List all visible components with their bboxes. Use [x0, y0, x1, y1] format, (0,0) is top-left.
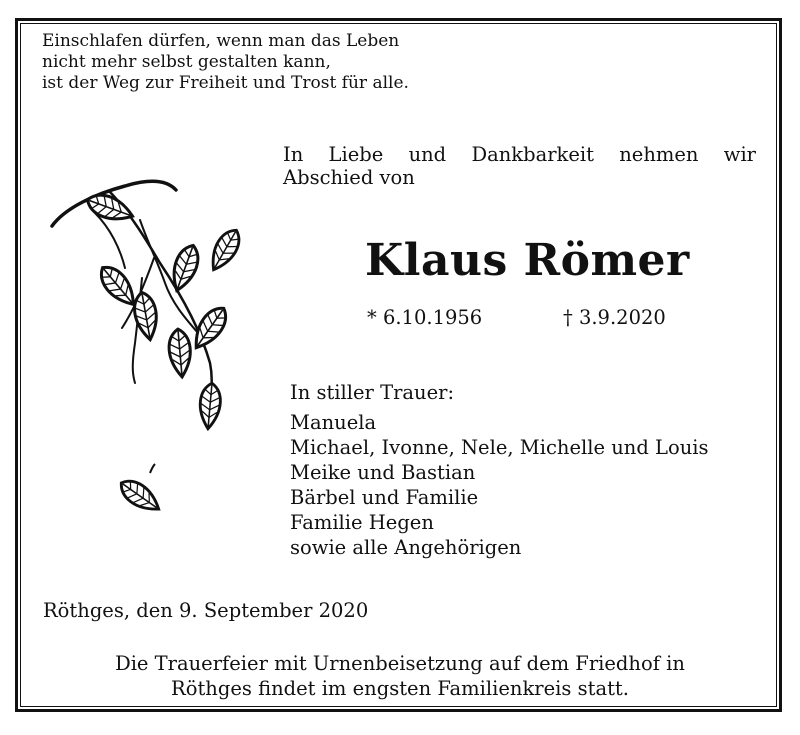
mourner-item: Michael, Ivonne, Nele, Michelle und Louis	[290, 436, 709, 459]
leaf-shapes	[84, 190, 245, 517]
place-date: Röthges, den 9. September 2020	[43, 599, 369, 622]
mourner-item: Meike und Bastian	[290, 461, 476, 484]
ceremony-line: Die Trauerfeier mit Urnenbeisetzung auf dem Friedhof in	[115, 652, 685, 675]
mourner-item: Familie Hegen	[290, 511, 434, 534]
mourner-item: Manuela	[290, 411, 377, 434]
mourners-heading: In stiller Trauer:	[290, 381, 455, 404]
deceased-name: Klaus Römer	[365, 235, 690, 286]
birch-branch-icon	[40, 168, 250, 528]
ceremony-line: Röthges findet im engsten Familienkreis statt.	[171, 677, 629, 700]
death-date: † 3.9.2020	[563, 306, 666, 329]
ceremony-notice	[22, 651, 778, 701]
motto-line: ist der Weg zur Freiheit und Trost für alle.	[42, 73, 409, 93]
mourner-item: Bärbel und Familie	[290, 486, 479, 509]
mourners-list	[290, 410, 709, 560]
intro-text: In Liebe und Dankbarkeit nehmen wir Abschied von	[283, 143, 756, 189]
motto-line: nicht mehr selbst gestalten kann,	[42, 52, 331, 72]
motto-verse	[42, 31, 409, 94]
mourner-item: sowie alle Angehörigen	[290, 536, 522, 559]
motto-line: Einschlafen dürfen, wenn man das Leben	[42, 31, 400, 51]
birth-date: * 6.10.1956	[367, 306, 483, 329]
